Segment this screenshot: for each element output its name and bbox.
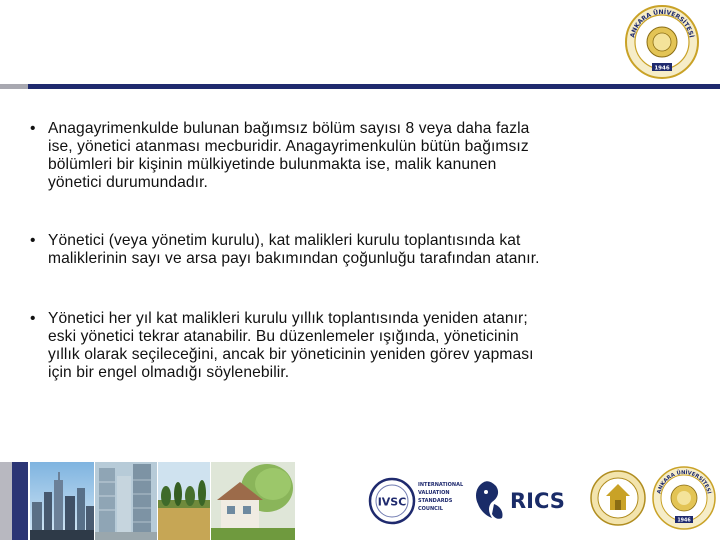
countryside-photo: [158, 462, 210, 540]
glass-towers-photo: [95, 462, 157, 540]
bullet-item-1: [30, 120, 690, 192]
city-skyline-photo: [30, 462, 94, 540]
footer-accent-navy: [12, 462, 28, 540]
ivsc-caption-line: VALUATION: [418, 490, 450, 496]
bullet-line: eski yönetici tekrar atanabilir. Bu düzenlemeler ışığında, yöneticinin: [48, 328, 519, 345]
bullet-line: Yönetici (veya yönetim kurulu), kat malikleri kurulu toplantısında kat: [48, 232, 521, 249]
small-seal-text: ANKARA ÜNİVERSİTESİ: [656, 469, 712, 495]
bullet-line: bölümleri bir kişinin mülkiyetinde bulunmakta ise, malik kanunen: [48, 156, 497, 173]
seal-year: 1946: [654, 65, 670, 72]
ivsc-text: IVSC: [377, 495, 407, 509]
bullet-line: maliklerinin sayı ve arsa payı bakımından çoğunluğu tarafından atanır.: [48, 250, 540, 267]
university-seal-small-logo: [652, 466, 716, 530]
footer-accent-gray: [0, 462, 12, 540]
ivsc-caption-line: STANDARDS: [418, 498, 453, 504]
bullet-line: Anagayrimenkulde bulunan bağımsız bölüm sayısı 8 veya daha fazla: [48, 120, 530, 137]
bullet-line: yönetici durumundadır.: [48, 174, 208, 191]
bullet-line: yıllık olarak seçileceğini, ancak bir yöneticinin yeniden görev yapması: [48, 346, 534, 363]
bullet-list: [30, 120, 690, 382]
bullet-line: için bir engel olmadığı söylenebilir.: [48, 364, 290, 381]
rics-logo: [470, 474, 582, 526]
bullet-line: Yönetici her yıl kat malikleri kurulu yıllık toplantısında yeniden atanır;: [48, 310, 528, 327]
bullet-line: ise, yönetici atanması mecburidir. Anagayrimenkulün bütün bağımsız: [48, 138, 529, 155]
ivsc-logo: [366, 472, 466, 530]
header-rule: [28, 84, 720, 89]
rics-text: RICS: [510, 489, 565, 513]
small-seal-year: 1946: [677, 518, 691, 524]
gold-emblem-logo: [590, 466, 646, 530]
header-rule-left: [0, 84, 28, 89]
bullet-item-3: [30, 310, 690, 382]
bullet-marker: •: [30, 232, 36, 249]
house-photo: [211, 462, 295, 540]
bullet-marker: •: [30, 310, 36, 327]
ivsc-caption-line: COUNCIL: [418, 506, 443, 512]
university-seal-logo: [625, 5, 699, 79]
seal-text: ANKARA ÜNİVERSİTESİ: [629, 8, 695, 39]
bullet-item-2: [30, 232, 690, 268]
bullet-marker: •: [30, 120, 36, 137]
ivsc-caption-line: INTERNATIONAL: [418, 482, 464, 488]
